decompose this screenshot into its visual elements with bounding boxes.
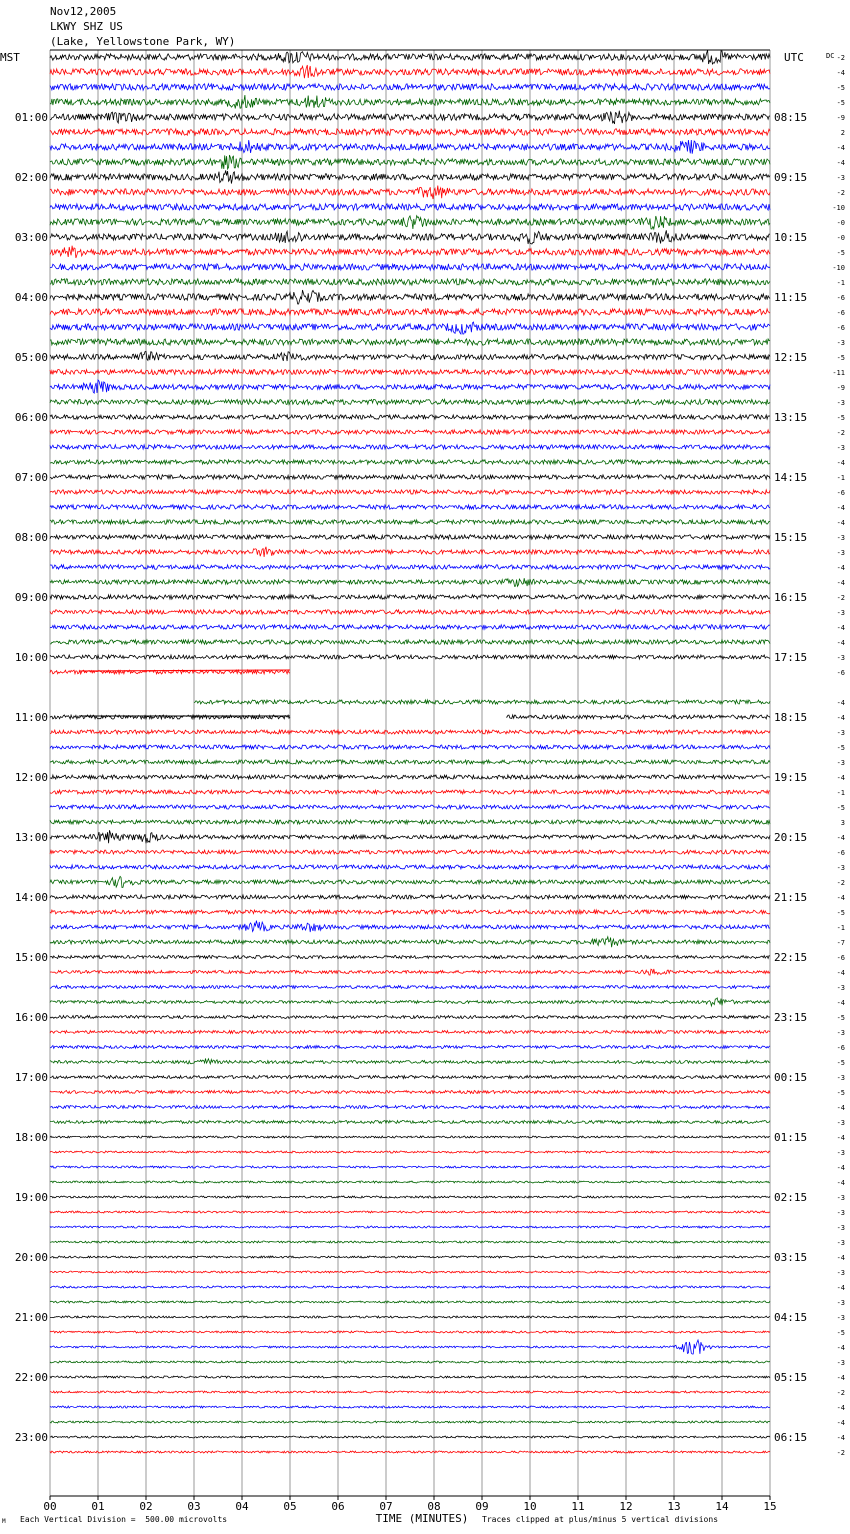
dc-offset-label: -3	[836, 1299, 845, 1307]
trace-71	[50, 1121, 770, 1124]
x-tick-label: 14	[715, 1500, 729, 1513]
dc-offset-label: -4	[836, 1284, 845, 1292]
trace-68	[50, 1076, 770, 1079]
dc-offset-label: -3	[836, 174, 845, 182]
trace-85	[50, 1331, 770, 1333]
dc-offset-label: -5	[836, 909, 845, 917]
dc-offset-label: -2	[836, 429, 845, 437]
trace-1	[50, 65, 770, 78]
trace-17	[50, 309, 770, 315]
clip-note: Traces clipped at plus/minus 5 vertical divisions	[482, 1515, 719, 1524]
mst-hour-label: 07:00	[14, 471, 48, 484]
x-tick-label: 08	[427, 1500, 441, 1513]
mst-hour-label: 23:00	[14, 1431, 48, 1444]
record-date: Nov12,2005	[50, 5, 117, 18]
dc-offset-label: -5	[836, 1329, 845, 1337]
trace-48	[50, 775, 770, 779]
x-tick-label: 11	[571, 1500, 585, 1513]
dc-offset-label: -4	[836, 624, 845, 632]
dc-label: DC	[826, 52, 835, 60]
dc-offset-label: -7	[836, 939, 845, 947]
x-tick-label: 03	[187, 1500, 201, 1513]
trace-53	[50, 850, 770, 854]
dc-offset-label: -6	[836, 849, 845, 857]
dc-offset-label: -9	[836, 384, 845, 392]
trace-31	[50, 520, 770, 524]
dc-offset-label: -4	[836, 1434, 845, 1442]
dc-offset-label: -4	[836, 459, 845, 467]
dc-offset-label: -3	[836, 339, 845, 347]
dc-offset-label: -4	[836, 564, 845, 572]
trace-90	[50, 1406, 770, 1408]
utc-hour-label: 00:15	[774, 1071, 808, 1084]
trace-50	[50, 805, 770, 809]
dc-offset-label: -6	[836, 954, 845, 962]
trace-14	[50, 264, 770, 270]
dc-offset-label: -3	[836, 1029, 845, 1037]
dc-offset-label: -5	[836, 744, 845, 752]
dc-offset-label: -4	[836, 1254, 845, 1262]
dc-offset-label: -3	[836, 1074, 845, 1082]
trace-44-resume	[506, 715, 770, 719]
dc-offset-label: -4	[836, 639, 845, 647]
trace-25	[50, 430, 770, 434]
mst-hour-label: 04:00	[14, 291, 48, 304]
dc-offset-label: -10	[832, 264, 845, 272]
trace-6	[50, 140, 770, 154]
mst-hour-label: 01:00	[14, 111, 48, 124]
trace-46	[50, 745, 770, 749]
trace-69	[50, 1091, 770, 1094]
trace-22	[50, 380, 770, 393]
dc-offset-label: -4	[836, 144, 845, 152]
dc-offset-label: -5	[836, 1014, 845, 1022]
utc-hour-label: 17:15	[774, 651, 808, 664]
trace-13	[50, 246, 770, 258]
trace-5	[50, 129, 770, 135]
dc-offset-label: -4	[836, 1344, 845, 1352]
mst-hour-label: 05:00	[14, 351, 48, 364]
trace-7	[50, 155, 770, 169]
utc-hour-label: 09:15	[774, 171, 808, 184]
trace-33	[50, 547, 770, 557]
trace-56	[50, 895, 770, 899]
trace-86	[50, 1340, 770, 1354]
dc-offset-label: -4	[836, 1104, 845, 1112]
trace-52	[50, 830, 770, 843]
trace-19	[50, 339, 770, 345]
mst-hour-label: 08:00	[14, 531, 48, 544]
dc-offset-label: -4	[836, 969, 845, 977]
trace-32	[50, 535, 770, 539]
dc-offset-label: -6	[836, 309, 845, 317]
mst-hour-label: 09:00	[14, 591, 48, 604]
dc-offset-label: -4	[836, 1179, 845, 1187]
dc-offset-label: -2	[836, 54, 845, 62]
mst-hour-label: 22:00	[14, 1371, 48, 1384]
trace-70	[50, 1106, 770, 1109]
dc-offset-label: -3	[836, 399, 845, 407]
trace-12	[50, 230, 770, 244]
trace-20	[50, 351, 770, 361]
trace-75	[50, 1181, 770, 1183]
dc-offset-label: -3	[836, 1119, 845, 1127]
dc-offset-label: -9	[836, 114, 845, 122]
trace-84	[50, 1316, 770, 1318]
dc-offset-label: -4	[836, 699, 845, 707]
dc-offset-label: -3	[836, 549, 845, 557]
dc-offset-label: -3	[836, 609, 845, 617]
utc-hour-label: 16:15	[774, 591, 808, 604]
dc-offset-label: -4	[836, 519, 845, 527]
trace-55	[50, 876, 770, 887]
x-tick-label: 12	[619, 1500, 633, 1513]
mst-hour-label: 10:00	[14, 651, 48, 664]
dc-offset-label: -2	[836, 594, 845, 602]
dc-offset-label: -6	[836, 489, 845, 497]
utc-hour-label: 18:15	[774, 711, 808, 724]
utc-hour-label: 23:15	[774, 1011, 808, 1024]
dc-offset-label: -5	[836, 84, 845, 92]
trace-11	[50, 216, 770, 229]
dc-offset-label: -4	[836, 774, 845, 782]
trace-60	[50, 956, 770, 959]
mst-hour-label: 11:00	[14, 711, 48, 724]
trace-63	[50, 998, 770, 1006]
utc-hour-label: 12:15	[774, 351, 808, 364]
mst-hour-label: 06:00	[14, 411, 48, 424]
mst-hour-label: 21:00	[14, 1311, 48, 1324]
dc-offset-label: -4	[836, 834, 845, 842]
dc-offset-label: -5	[836, 354, 845, 362]
dc-offset-label: -6	[836, 294, 845, 302]
trace-gap-line-41	[79, 670, 290, 671]
utc-hour-label: 21:15	[774, 891, 808, 904]
trace-38	[50, 625, 770, 629]
trace-2	[50, 84, 770, 90]
dc-offset-label: -3	[836, 984, 845, 992]
trace-18	[50, 322, 770, 334]
dc-offset-label: -5	[836, 1089, 845, 1097]
dc-offset-label: -11	[832, 369, 845, 377]
trace-67	[50, 1059, 770, 1064]
dc-offset-label: -4	[836, 579, 845, 587]
mst-hour-label: 18:00	[14, 1131, 48, 1144]
trace-89	[50, 1391, 770, 1393]
station-code: LKWY SHZ US	[50, 20, 123, 33]
dc-offset-label: 3	[840, 819, 845, 827]
trace-51	[50, 820, 770, 824]
dc-offset-label: -1	[836, 789, 845, 797]
x-tick-label: 15	[763, 1500, 777, 1513]
utc-hour-label: 01:15	[774, 1131, 808, 1144]
mst-hour-label: 14:00	[14, 891, 48, 904]
trace-29	[50, 490, 770, 494]
trace-47	[50, 760, 770, 764]
dc-offset-label: -1	[836, 474, 845, 482]
x-tick-label: 06	[331, 1500, 345, 1513]
utc-hour-label: 02:15	[774, 1191, 808, 1204]
utc-hour-label: 20:15	[774, 831, 808, 844]
dc-offset-label: -3	[836, 1314, 845, 1322]
mst-hour-label: 03:00	[14, 231, 48, 244]
dc-offset-label: -3	[836, 1209, 845, 1217]
x-axis-title: TIME (MINUTES)	[375, 1512, 469, 1525]
dc-offset-label: -3	[836, 1269, 845, 1277]
dc-offset-label: -4	[836, 1419, 845, 1427]
trace-79	[50, 1241, 770, 1243]
dc-offset-label: -3	[836, 1149, 845, 1157]
utc-hour-label: 10:15	[774, 231, 808, 244]
mst-hour-label: 15:00	[14, 951, 48, 964]
x-tick-label: 10	[523, 1500, 537, 1513]
dc-offset-label: -4	[836, 714, 845, 722]
trace-40	[50, 655, 770, 659]
trace-78	[50, 1226, 770, 1228]
utc-hour-label: 22:15	[774, 951, 808, 964]
trace-74	[50, 1166, 770, 1168]
dc-offset-label: -5	[836, 1059, 845, 1067]
trace-59	[50, 937, 770, 947]
dc-offset-label: -0	[836, 234, 845, 242]
dc-offset-label: -4	[836, 1404, 845, 1412]
dc-offset-label: -2	[836, 1389, 845, 1397]
dc-offset-label: -3	[836, 864, 845, 872]
dc-offset-label: -1	[836, 279, 845, 287]
trace-83	[50, 1301, 770, 1303]
trace-36	[50, 595, 770, 599]
trace-49	[50, 790, 770, 794]
x-tick-label: 02	[139, 1500, 153, 1513]
trace-26	[50, 445, 770, 449]
mst-hour-label: 12:00	[14, 771, 48, 784]
trace-8	[50, 170, 770, 183]
dc-offset-label: -6	[836, 1044, 845, 1052]
trace-45	[50, 730, 770, 734]
dc-offset-label: -4	[836, 1134, 845, 1142]
x-tick-label: 07	[379, 1500, 393, 1513]
seismogram-traces	[50, 50, 770, 1453]
dc-offset-label: -3	[836, 654, 845, 662]
axis-labels	[0, 51, 845, 1525]
dc-offset-label: -6	[836, 669, 845, 677]
trace-65	[50, 1031, 770, 1034]
trace-10	[50, 204, 770, 210]
dc-offset-label: -3	[836, 729, 845, 737]
trace-4	[50, 111, 770, 124]
trace-58	[50, 921, 770, 933]
x-tick-label: 04	[235, 1500, 249, 1513]
mst-hour-label: 13:00	[14, 831, 48, 844]
trace-61	[50, 969, 770, 975]
trace-93	[50, 1451, 770, 1453]
utc-hour-label: 11:15	[774, 291, 808, 304]
trace-82	[50, 1286, 770, 1288]
utc-hour-label: 19:15	[774, 771, 808, 784]
dc-offset-label: -4	[836, 69, 845, 77]
dc-offset-label: -4	[836, 504, 845, 512]
x-tick-label: 01	[91, 1500, 105, 1513]
utc-hour-label: 03:15	[774, 1251, 808, 1264]
dc-offset-label: -1	[836, 924, 845, 932]
x-tick-label: 05	[283, 1500, 297, 1513]
trace-28	[50, 475, 770, 479]
dc-offset-label: -3	[836, 1239, 845, 1247]
dc-offset-label: -0	[836, 219, 845, 227]
trace-37	[50, 610, 770, 614]
dc-offset-label: -2	[836, 189, 845, 197]
dc-offset-label: -5	[836, 414, 845, 422]
trace-23	[50, 399, 770, 404]
trace-24	[50, 415, 770, 419]
trace-16	[50, 290, 770, 304]
trace-27	[50, 460, 770, 464]
x-tick-label: 09	[475, 1500, 489, 1513]
station-location: (Lake, Yellowstone Park, WY)	[50, 35, 236, 48]
utc-hour-label: 06:15	[774, 1431, 808, 1444]
utc-hour-label: 14:15	[774, 471, 808, 484]
trace-30	[50, 505, 770, 509]
trace-35	[50, 578, 770, 586]
trace-92	[50, 1436, 770, 1438]
utc-hour-label: 13:15	[774, 411, 808, 424]
dc-offset-label: -4	[836, 894, 845, 902]
dc-offset-label: -2	[836, 1449, 845, 1457]
trace-15	[50, 279, 770, 285]
dc-offset-label: -3	[836, 534, 845, 542]
trace-54	[50, 865, 770, 869]
trace-76	[50, 1196, 770, 1198]
mst-hour-label: 02:00	[14, 171, 48, 184]
dc-offset-label: -4	[836, 159, 845, 167]
trace-62	[50, 986, 770, 989]
trace-3	[50, 95, 770, 109]
trace-0	[50, 50, 770, 64]
dc-offset-label: -4	[836, 1374, 845, 1382]
dc-offset-label: -3	[836, 1359, 845, 1367]
dc-offset-label: -5	[836, 249, 845, 257]
dc-offset-label: -10	[832, 204, 845, 212]
dc-offset-label: -3	[836, 1224, 845, 1232]
mst-hour-label: 20:00	[14, 1251, 48, 1264]
trace-88	[50, 1376, 770, 1378]
dc-offset-label: -5	[836, 804, 845, 812]
x-tick-label: 13	[667, 1500, 681, 1513]
trace-87	[50, 1361, 770, 1363]
corner-mark: M	[2, 1518, 6, 1525]
right-axis-label: UTC	[784, 51, 804, 64]
trace-34	[50, 565, 770, 569]
trace-80	[50, 1256, 770, 1258]
trace-81	[50, 1271, 770, 1273]
trace-39	[50, 640, 770, 644]
mst-hour-label: 17:00	[14, 1071, 48, 1084]
dc-offset-label: -3	[836, 1194, 845, 1202]
utc-hour-label: 08:15	[774, 111, 808, 124]
trace-21	[50, 369, 770, 374]
trace-9	[50, 186, 770, 199]
dc-offset-label: -6	[836, 324, 845, 332]
trace-66	[50, 1046, 770, 1049]
utc-hour-label: 15:15	[774, 531, 808, 544]
trace-73	[50, 1151, 770, 1153]
dc-offset-label: -4	[836, 1164, 845, 1172]
dc-offset-label: -3	[836, 759, 845, 767]
trace-77	[50, 1211, 770, 1213]
mst-hour-label: 19:00	[14, 1191, 48, 1204]
trace-91	[50, 1421, 770, 1423]
dc-offset-label: -3	[836, 444, 845, 452]
trace-57	[50, 910, 770, 914]
x-tick-label: 00	[43, 1500, 57, 1513]
vertical-scale-note: Each Vertical Division = 500.00 microvolts	[20, 1515, 228, 1524]
mst-hour-label: 16:00	[14, 1011, 48, 1024]
trace-64	[50, 1016, 770, 1019]
utc-hour-label: 05:15	[774, 1371, 808, 1384]
left-axis-label: MST	[0, 51, 20, 64]
utc-hour-label: 04:15	[774, 1311, 808, 1324]
dc-offset-label: -2	[836, 879, 845, 887]
dc-offset-label: -4	[836, 999, 845, 1007]
dc-offset-label: 2	[840, 129, 845, 137]
dc-offset-label: -5	[836, 99, 845, 107]
trace-72	[50, 1136, 770, 1138]
